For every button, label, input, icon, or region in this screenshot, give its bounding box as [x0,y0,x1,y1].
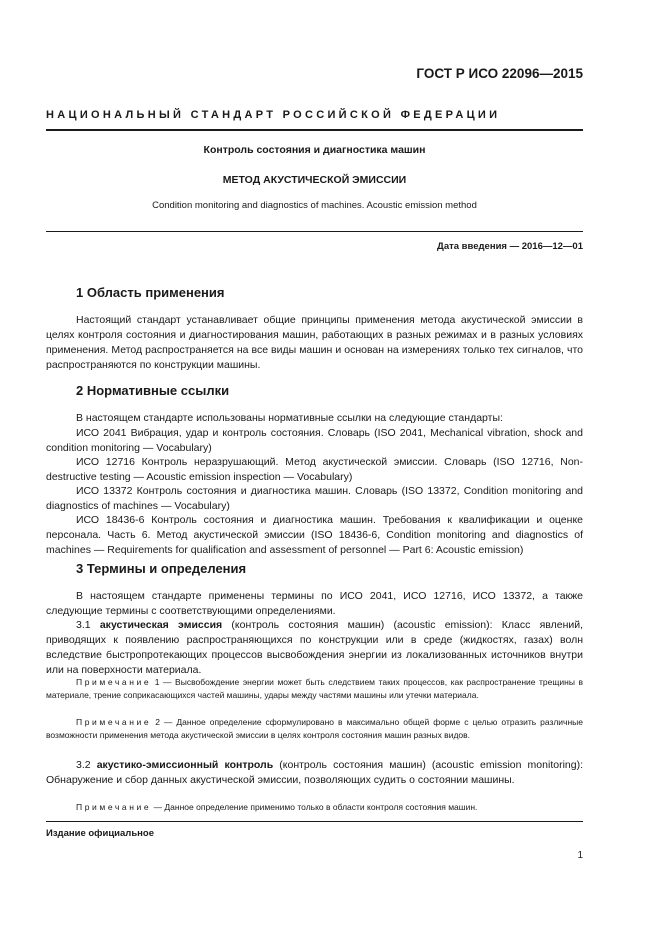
term-number: 3.1 [76,619,91,631]
term-number: 3.2 [76,759,91,771]
section-1-heading: 1 Область применения [76,285,225,300]
note-text: 1 — Высвобождение энергии может быть следствием таких процессов, как распространение трещины в материале, трение соприкасающихся частей машины, удары между частями машины или утечки материала. [46,677,583,701]
page-number: 1 [577,850,583,861]
term-3-2 [46,758,583,788]
reference-iso-18436-6: ИСО 18436-6 Контроль состояния и диагностика машин. Требования к квалификации и оценке персонала. Часть 6. Метод акустической эмиссии (ISO 18436-6, Condition monitoring and diagnostics of machines — Requirements for qualification and assessment of personnel — Part 6: Acoustic emission) [46,514,583,556]
reference-iso-12716: ИСО 12716 Контроль неразрушающий. Метод акустической эмиссии. Словарь (ISO 12716, Non-destructive testing — Acoustic emission inspection — Vocabulary) [46,456,583,483]
term-definition: (контроль состояния машин) (acoustic emission monitoring): Обнаружение и сбор данных акустической эмиссии, позволяющих судить о состоянии машины. [46,759,583,786]
note-label: Примечание [76,677,152,687]
reference-iso-2041: ИСО 2041 Вибрация, удар и контроль состояния. Словарь (ISO 2041, Mechanical vibration, shock and condition monitoring — Vocabulary) [46,427,583,454]
term-definition: (контроль состояния машин) (acoustic emission): Класс явлений, приводящих к появлению распространяющихся по конструкции или в среде (жидкостях, газах) волн вследствие быстропротекающих процессов высвобождения энергии из локализованных источников внутри или на поверхности материала. [46,619,584,676]
note-3 [46,801,583,814]
note-2 [46,716,583,743]
note-text: 2 — Данное определение сформулировано в максимально общей форме с целью отразить различные возможности применения метода акустической эмиссии в целях контроля состояния машин разных видов. [46,717,583,741]
title-line-1: Контроль состояния и диагностика машин [203,144,426,156]
edition-label: Издание официальное [46,828,154,839]
title-line-2: МЕТОД АКУСТИЧЕСКОЙ ЭМИССИИ [222,174,407,186]
section-1-text: Настоящий стандарт устанавливает общие принципы применения метода акустической эмиссии в целях контроля состояния и диагностирования машин, работающих в разных режимах и в разных условиях применения. Метод распространяется на все виды машин и основан на измерениях только тех сигналов, что распространяются по конструкции машины. [46,314,583,371]
term-name: акустико-эмиссионный контроль [96,759,274,771]
section-3-heading: 3 Термины и определения [76,561,247,576]
section-2-intro: В настоящем стандарте использованы нормативные ссылки на следующие стандарты: [76,412,503,424]
term-3-1 [46,618,583,678]
section-2-heading: 2 Нормативные ссылки [76,383,230,398]
english-title: Condition monitoring and diagnostics of machines. Acoustic emission method [152,200,477,211]
national-standard-banner: НАЦИОНАЛЬНЫЙ СТАНДАРТ РОССИЙСКОЙ ФЕДЕРАЦИИ [46,109,501,121]
section-3-intro: В настоящем стандарте применены термины по ИСО 2041, ИСО 12716, ИСО 13372, а также следующие термины с соответствующими определениями. [46,590,583,617]
effective-date: Дата введения — 2016—12—01 [437,241,583,252]
footer-rule [46,821,583,822]
title-rule [46,231,583,232]
note-label: Примечание [76,802,152,812]
reference-iso-13372: ИСО 13372 Контроль состояния и диагностика машин. Словарь (ISO 13372, Condition monitoring and diagnostics of machines — Vocabulary) [46,485,583,512]
note-label: Примечание [76,717,152,727]
note-text: — Данное определение применимо только в области контроля состояния машин. [151,802,478,812]
note-1 [46,676,583,703]
term-name: акустическая эмиссия [99,619,223,631]
document-code: ГОСТ Р ИСО 22096—2015 [416,66,583,81]
header-rule [46,129,583,131]
